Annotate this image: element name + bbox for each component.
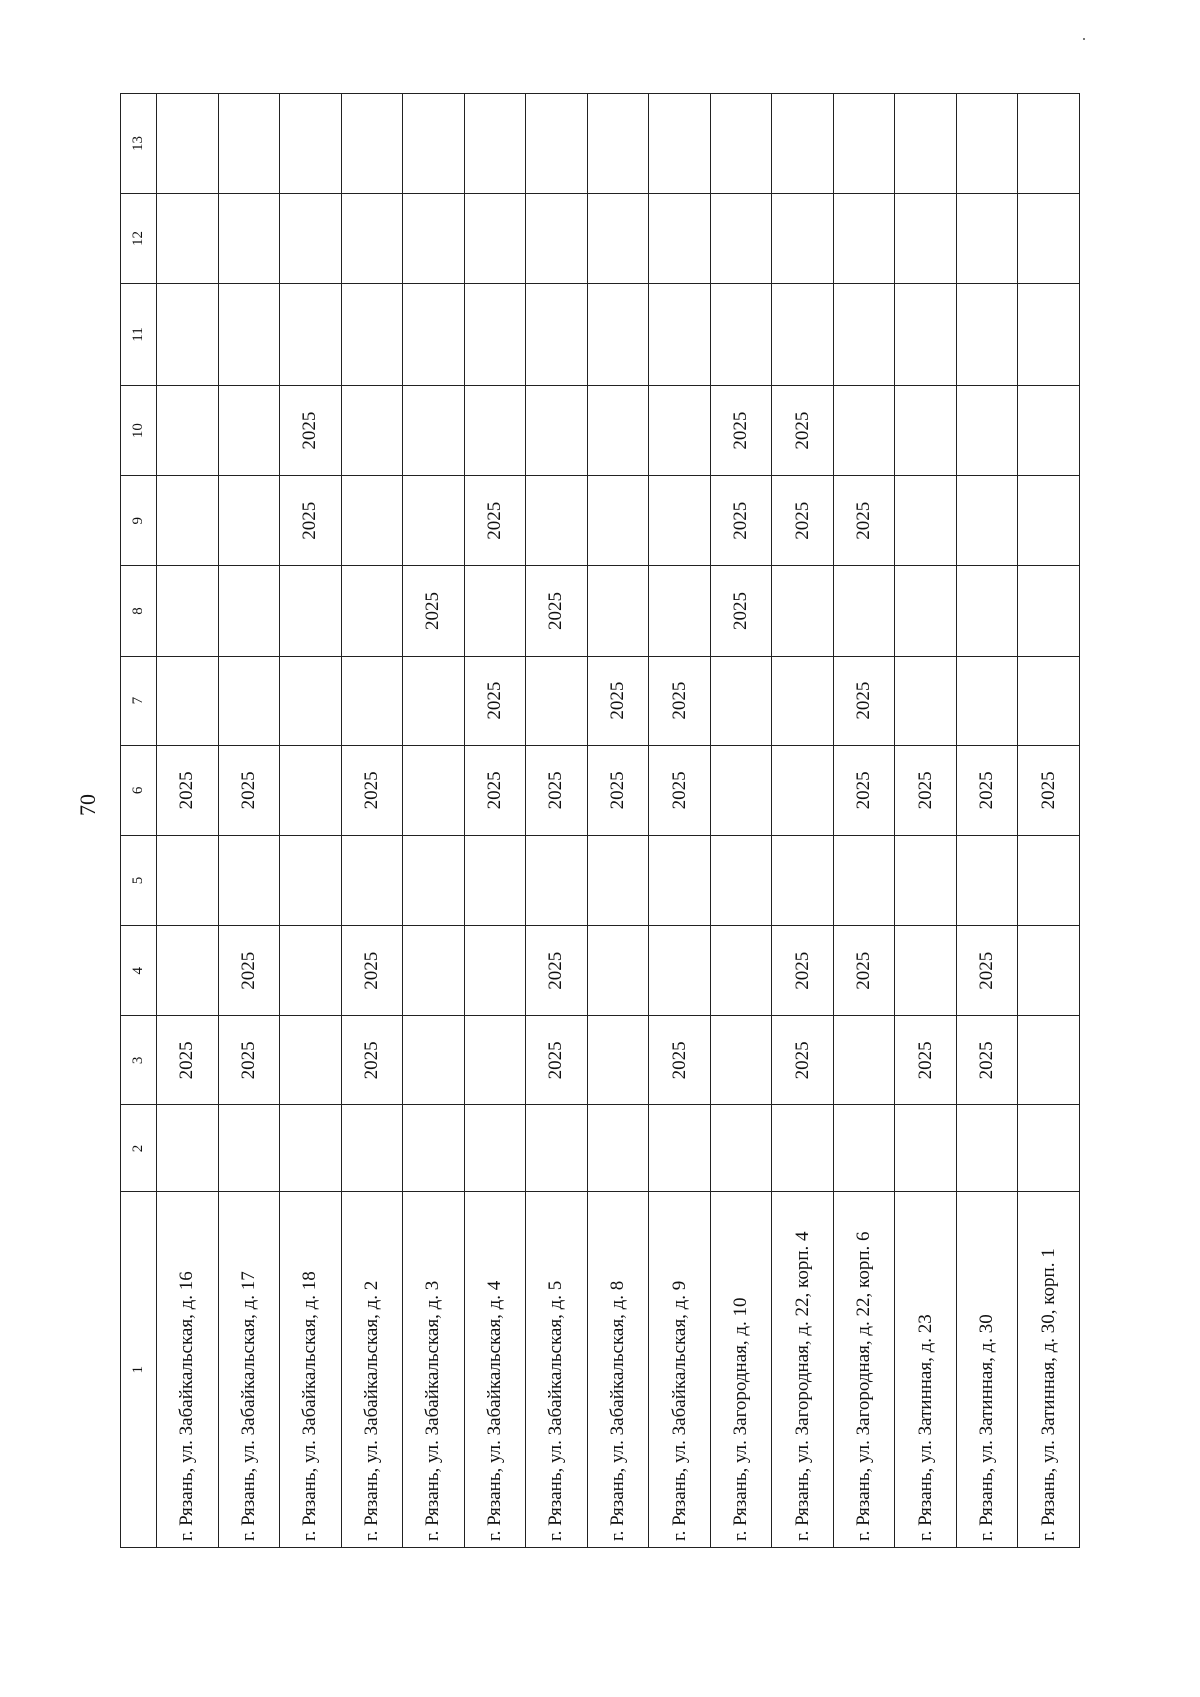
- year-cell: 2025: [587, 656, 649, 745]
- year-cell: [710, 1016, 772, 1105]
- table-row: [218, 94, 280, 1548]
- year-cell: [280, 745, 342, 835]
- year-cell: [649, 193, 711, 283]
- year-cell: [587, 926, 649, 1016]
- scan-speck: [1083, 38, 1085, 40]
- year-cell: [526, 835, 588, 925]
- year-cell: 2025: [772, 1016, 834, 1105]
- year-cell: [403, 284, 465, 386]
- year-cell: [157, 656, 219, 745]
- year-cell: 2025: [341, 1016, 403, 1105]
- year-cell: [833, 1016, 895, 1105]
- address-cell: г. Рязань, ул. Забайкальская, д. 4: [464, 1192, 526, 1548]
- year-cell: 2025: [526, 926, 588, 1016]
- year-cell: [710, 656, 772, 745]
- year-cell: 2025: [218, 745, 280, 835]
- year-cell: 2025: [895, 745, 957, 835]
- year-cell: [218, 284, 280, 386]
- year-cell: [710, 1105, 772, 1192]
- year-cell: [956, 656, 1018, 745]
- schedule-table: [120, 93, 1080, 1548]
- address-cell: г. Рязань, ул. Забайкальская, д. 5: [526, 1192, 588, 1548]
- year-cell: 2025: [1018, 745, 1080, 835]
- year-cell: [280, 566, 342, 656]
- year-cell: [157, 835, 219, 925]
- year-cell: [710, 835, 772, 925]
- table-row: [526, 94, 588, 1548]
- year-cell: [1018, 926, 1080, 1016]
- year-cell: [341, 94, 403, 194]
- year-cell: 2025: [341, 745, 403, 835]
- column-header: 11: [121, 284, 157, 386]
- year-cell: [772, 1105, 834, 1192]
- year-cell: [464, 926, 526, 1016]
- table-row: [649, 94, 711, 1548]
- year-cell: [1018, 94, 1080, 194]
- year-cell: [218, 1105, 280, 1192]
- year-cell: [772, 566, 834, 656]
- year-cell: 2025: [710, 476, 772, 566]
- year-cell: [464, 284, 526, 386]
- column-header: 5: [121, 835, 157, 925]
- year-cell: [1018, 1016, 1080, 1105]
- year-cell: [218, 94, 280, 194]
- table-row: [341, 94, 403, 1548]
- year-cell: 2025: [341, 926, 403, 1016]
- year-cell: [895, 94, 957, 194]
- year-cell: 2025: [218, 926, 280, 1016]
- year-cell: [526, 94, 588, 194]
- year-cell: [1018, 1105, 1080, 1192]
- year-cell: [895, 385, 957, 475]
- address-cell: г. Рязань, ул. Затинная, д. 30, корп. 1: [1018, 1192, 1080, 1548]
- year-cell: [280, 656, 342, 745]
- year-cell: [833, 835, 895, 925]
- year-cell: [895, 566, 957, 656]
- year-cell: [403, 193, 465, 283]
- year-cell: [649, 835, 711, 925]
- year-cell: [157, 94, 219, 194]
- year-cell: [833, 566, 895, 656]
- year-cell: [157, 566, 219, 656]
- year-cell: [341, 193, 403, 283]
- table-row: [157, 94, 219, 1548]
- year-cell: [895, 835, 957, 925]
- year-cell: 2025: [403, 566, 465, 656]
- year-cell: [895, 284, 957, 386]
- year-cell: [956, 476, 1018, 566]
- column-header: 3: [121, 1016, 157, 1105]
- year-cell: [895, 1105, 957, 1192]
- year-cell: [587, 476, 649, 566]
- year-cell: [464, 385, 526, 475]
- year-cell: 2025: [280, 385, 342, 475]
- year-cell: [464, 835, 526, 925]
- address-cell: г. Рязань, ул. Затинная, д. 30: [956, 1192, 1018, 1548]
- table-row: [956, 94, 1018, 1548]
- year-cell: [710, 926, 772, 1016]
- year-cell: [772, 94, 834, 194]
- year-cell: 2025: [956, 1016, 1018, 1105]
- year-cell: [710, 193, 772, 283]
- year-cell: 2025: [464, 476, 526, 566]
- year-cell: [587, 566, 649, 656]
- year-cell: [464, 1016, 526, 1105]
- table-row: [772, 94, 834, 1548]
- column-header: 4: [121, 926, 157, 1016]
- year-cell: 2025: [464, 656, 526, 745]
- column-header: 2: [121, 1105, 157, 1192]
- year-cell: [587, 835, 649, 925]
- year-cell: [218, 193, 280, 283]
- address-cell: г. Рязань, ул. Загородная, д. 10: [710, 1192, 772, 1548]
- table-row: [587, 94, 649, 1548]
- year-cell: [1018, 835, 1080, 925]
- year-cell: [895, 656, 957, 745]
- year-cell: [157, 193, 219, 283]
- year-cell: [526, 1105, 588, 1192]
- year-cell: [218, 385, 280, 475]
- year-cell: [956, 1105, 1018, 1192]
- year-cell: [403, 1016, 465, 1105]
- year-cell: [772, 656, 834, 745]
- page-number: 70: [75, 794, 100, 816]
- year-cell: [956, 566, 1018, 656]
- year-cell: [710, 94, 772, 194]
- year-cell: [280, 94, 342, 194]
- year-cell: [587, 193, 649, 283]
- year-cell: [649, 566, 711, 656]
- year-cell: 2025: [833, 926, 895, 1016]
- year-cell: [1018, 476, 1080, 566]
- year-cell: [1018, 284, 1080, 386]
- column-header: 6: [121, 745, 157, 835]
- year-cell: [649, 385, 711, 475]
- year-cell: [280, 1016, 342, 1105]
- table-row: [464, 94, 526, 1548]
- year-cell: [772, 284, 834, 386]
- column-header: 9: [121, 476, 157, 566]
- address-cell: г. Рязань, ул. Забайкальская, д. 17: [218, 1192, 280, 1548]
- year-cell: 2025: [956, 926, 1018, 1016]
- year-cell: [587, 94, 649, 194]
- year-cell: [280, 926, 342, 1016]
- year-cell: [280, 1105, 342, 1192]
- table-row: [833, 94, 895, 1548]
- year-cell: [772, 745, 834, 835]
- year-cell: [956, 835, 1018, 925]
- year-cell: 2025: [649, 1016, 711, 1105]
- year-cell: [403, 476, 465, 566]
- column-header: 8: [121, 566, 157, 656]
- year-cell: [526, 385, 588, 475]
- table-row: [1018, 94, 1080, 1548]
- year-cell: [526, 284, 588, 386]
- rotated-table-frame: [120, 93, 1080, 1548]
- year-cell: [464, 193, 526, 283]
- year-cell: [956, 284, 1018, 386]
- year-cell: [587, 1016, 649, 1105]
- year-cell: [649, 94, 711, 194]
- year-cell: [833, 1105, 895, 1192]
- address-cell: г. Рязань, ул. Забайкальская, д. 3: [403, 1192, 465, 1548]
- column-header: 1: [121, 1192, 157, 1548]
- year-cell: 2025: [157, 1016, 219, 1105]
- year-cell: [157, 926, 219, 1016]
- address-cell: г. Рязань, ул. Забайкальская, д. 16: [157, 1192, 219, 1548]
- year-cell: [710, 284, 772, 386]
- year-cell: [403, 1105, 465, 1192]
- year-cell: [772, 835, 834, 925]
- year-cell: [157, 385, 219, 475]
- table-row: [710, 94, 772, 1548]
- year-cell: [403, 385, 465, 475]
- year-cell: [587, 284, 649, 386]
- year-cell: 2025: [526, 566, 588, 656]
- year-cell: [833, 385, 895, 475]
- year-cell: [1018, 566, 1080, 656]
- year-cell: 2025: [526, 745, 588, 835]
- year-cell: [341, 566, 403, 656]
- year-cell: [218, 566, 280, 656]
- address-cell: г. Рязань, ул. Затинная, д. 23: [895, 1192, 957, 1548]
- year-cell: [1018, 193, 1080, 283]
- year-cell: [464, 566, 526, 656]
- year-cell: [341, 385, 403, 475]
- address-cell: г. Рязань, ул. Забайкальская, д. 18: [280, 1192, 342, 1548]
- year-cell: 2025: [895, 1016, 957, 1105]
- table-row: [280, 94, 342, 1548]
- year-cell: 2025: [649, 656, 711, 745]
- year-cell: [833, 284, 895, 386]
- year-cell: [341, 476, 403, 566]
- year-cell: [218, 656, 280, 745]
- year-cell: [526, 193, 588, 283]
- year-cell: [218, 835, 280, 925]
- address-cell: г. Рязань, ул. Забайкальская, д. 9: [649, 1192, 711, 1548]
- address-cell: г. Рязань, ул. Загородная, д. 22, корп. 4: [772, 1192, 834, 1548]
- year-cell: [341, 835, 403, 925]
- year-cell: [464, 1105, 526, 1192]
- year-cell: 2025: [157, 745, 219, 835]
- year-cell: [157, 284, 219, 386]
- year-cell: [895, 193, 957, 283]
- year-cell: [280, 193, 342, 283]
- year-cell: [403, 656, 465, 745]
- address-cell: г. Рязань, ул. Забайкальская, д. 2: [341, 1192, 403, 1548]
- year-cell: [464, 94, 526, 194]
- year-cell: [649, 1105, 711, 1192]
- year-cell: 2025: [833, 745, 895, 835]
- year-cell: [341, 1105, 403, 1192]
- year-cell: [649, 926, 711, 1016]
- year-cell: [649, 284, 711, 386]
- header-row: [121, 94, 157, 1548]
- year-cell: 2025: [280, 476, 342, 566]
- year-cell: [956, 94, 1018, 194]
- year-cell: [157, 1105, 219, 1192]
- year-cell: [341, 284, 403, 386]
- year-cell: 2025: [710, 566, 772, 656]
- address-cell: г. Рязань, ул. Забайкальская, д. 8: [587, 1192, 649, 1548]
- column-header: 12: [121, 193, 157, 283]
- year-cell: [403, 835, 465, 925]
- table-body: [121, 94, 1080, 1548]
- year-cell: [895, 926, 957, 1016]
- year-cell: [1018, 385, 1080, 475]
- table-container: [120, 93, 1080, 1548]
- year-cell: [341, 656, 403, 745]
- year-cell: 2025: [710, 385, 772, 475]
- year-cell: 2025: [833, 476, 895, 566]
- year-cell: [895, 476, 957, 566]
- year-cell: [218, 476, 280, 566]
- column-header: 10: [121, 385, 157, 475]
- year-cell: 2025: [587, 745, 649, 835]
- table-row: [403, 94, 465, 1548]
- year-cell: [526, 656, 588, 745]
- year-cell: [403, 94, 465, 194]
- year-cell: [587, 385, 649, 475]
- year-cell: [833, 193, 895, 283]
- year-cell: 2025: [772, 385, 834, 475]
- year-cell: 2025: [956, 745, 1018, 835]
- address-cell: г. Рязань, ул. Загородная, д. 22, корп. 6: [833, 1192, 895, 1548]
- year-cell: [280, 284, 342, 386]
- year-cell: [710, 745, 772, 835]
- column-header: 7: [121, 656, 157, 745]
- year-cell: 2025: [464, 745, 526, 835]
- year-cell: [157, 476, 219, 566]
- year-cell: [280, 835, 342, 925]
- column-header: 13: [121, 94, 157, 194]
- year-cell: 2025: [833, 656, 895, 745]
- year-cell: 2025: [218, 1016, 280, 1105]
- table-row: [895, 94, 957, 1548]
- year-cell: [526, 476, 588, 566]
- year-cell: [403, 745, 465, 835]
- year-cell: 2025: [772, 476, 834, 566]
- year-cell: [833, 94, 895, 194]
- year-cell: [772, 193, 834, 283]
- year-cell: [587, 1105, 649, 1192]
- year-cell: 2025: [772, 926, 834, 1016]
- year-cell: [649, 476, 711, 566]
- year-cell: [1018, 656, 1080, 745]
- year-cell: [956, 385, 1018, 475]
- year-cell: 2025: [649, 745, 711, 835]
- year-cell: 2025: [526, 1016, 588, 1105]
- year-cell: [956, 193, 1018, 283]
- year-cell: [403, 926, 465, 1016]
